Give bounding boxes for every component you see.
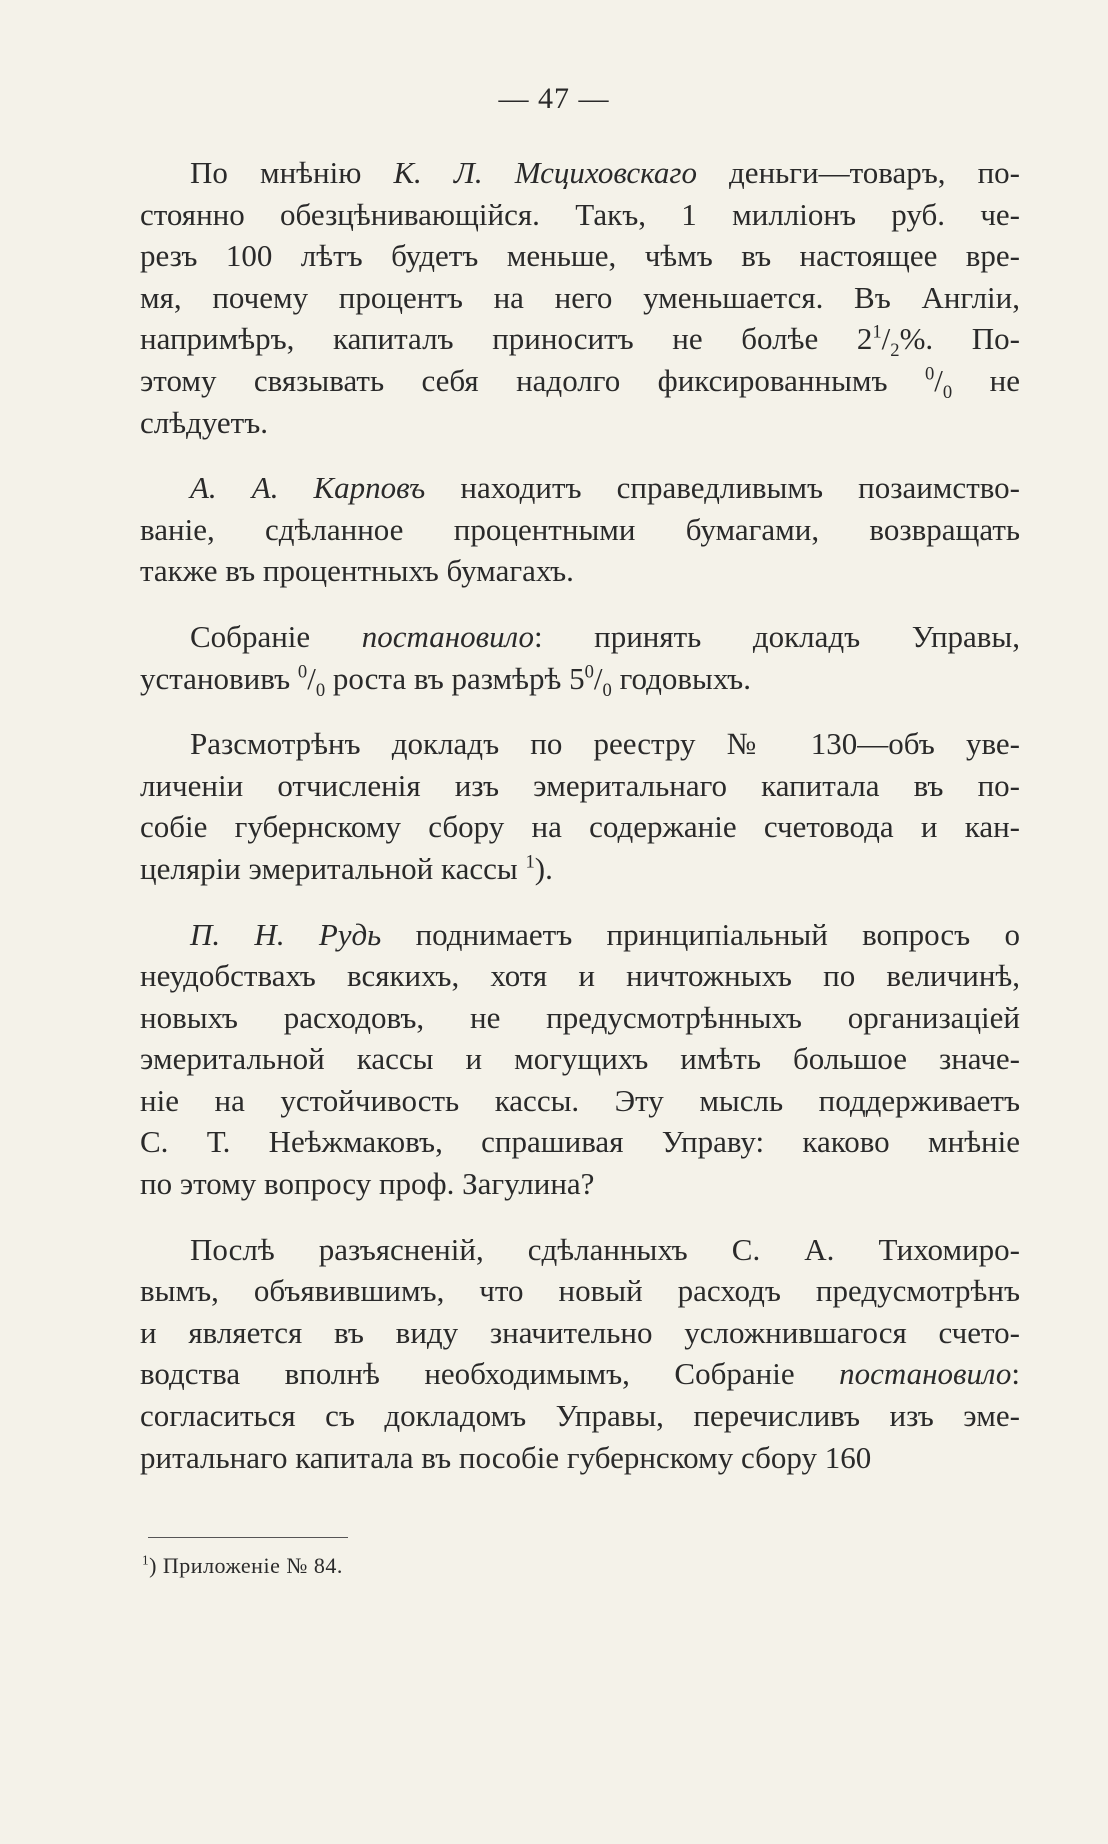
text-run: вымъ, объявившимъ, что новый расходъ предусмотрѣнъ xyxy=(140,1273,1020,1309)
italic-name: К. Л. Мсциховскаго xyxy=(393,155,697,190)
text-run: также въ процентныхъ бумагахъ. xyxy=(140,553,574,589)
text-run: %. По- xyxy=(899,321,1020,357)
text-line xyxy=(140,318,1020,360)
text-run: / xyxy=(881,321,891,357)
footnote-divider xyxy=(148,1537,348,1538)
text-run: / xyxy=(934,362,943,398)
superscript: 1 xyxy=(525,851,535,873)
subscript: 0 xyxy=(315,679,326,701)
page-number: — 47 — xyxy=(498,82,610,115)
superscript: 0 xyxy=(925,363,935,385)
text-line xyxy=(140,277,1020,319)
text-run: резъ 100 лѣтъ будетъ меньше, чѣмъ въ настоящее вре- xyxy=(140,238,1020,274)
subscript: 0 xyxy=(602,679,612,701)
text-line xyxy=(140,955,1020,997)
text-run: По мнѣнію xyxy=(190,155,394,190)
text-run: Собраніе xyxy=(190,618,362,654)
text-run: этому связывать себя надолго фиксированнымъ xyxy=(140,362,925,398)
text-line xyxy=(140,1312,1020,1354)
italic-name: П. Н. Рудь xyxy=(190,916,382,952)
text-line xyxy=(140,467,1020,509)
text-run: по этому вопросу проф. Загулина? xyxy=(140,1166,595,1202)
text-run: ніе на устойчивость кассы. Эту мысль поддерживаетъ xyxy=(140,1082,1020,1118)
text-run: годовыхъ. xyxy=(611,660,751,696)
italic-name: постановило xyxy=(839,1356,1012,1392)
superscript: 0 xyxy=(297,661,308,683)
superscript: 0 xyxy=(584,661,594,683)
text-run: напримѣръ, капиталъ приноситъ не болѣе 2 xyxy=(140,321,873,357)
text-line xyxy=(140,235,1020,277)
text-run: ваніе, сдѣланное процентными бумагами, возвращать xyxy=(140,511,1020,547)
text-run: Послѣ разъясненій, сдѣланныхъ С. А. Тихомиро- xyxy=(190,1231,1020,1267)
text-line xyxy=(140,402,1020,444)
paragraph xyxy=(140,467,1020,592)
text-line xyxy=(140,616,1020,658)
text-line xyxy=(140,1163,1020,1205)
text-line xyxy=(140,848,1020,890)
text-line xyxy=(140,723,1020,765)
text-run: : xyxy=(1011,1356,1020,1392)
text-run: не xyxy=(952,362,1020,398)
text-run: : принять докладъ Управы, xyxy=(533,618,1021,654)
text-line xyxy=(140,1121,1020,1163)
text-line xyxy=(140,1229,1020,1271)
text-run: собіе губернскому сбору на содержаніе счетовода и кан- xyxy=(140,809,1020,845)
text-line xyxy=(140,509,1020,551)
text-line xyxy=(140,194,1020,236)
text-run: / xyxy=(593,660,603,696)
text-run: деньги—товаръ, по- xyxy=(696,155,1020,190)
paragraph xyxy=(140,723,1020,889)
text-line xyxy=(140,806,1020,848)
italic-name: постановило xyxy=(361,618,534,654)
text-run: / xyxy=(307,660,316,696)
italic-name: А. А. Карповъ xyxy=(190,470,426,506)
text-line xyxy=(140,1353,1020,1395)
text-line xyxy=(140,997,1020,1039)
text-run: С. Т. Неѣжмаковъ, спрашивая Управу: каково мнѣніе xyxy=(140,1124,1020,1160)
text-line xyxy=(140,360,1020,402)
paragraph xyxy=(140,914,1020,1205)
text-run: неудобствахъ всякихъ, хотя и ничтожныхъ по величинѣ, xyxy=(140,958,1020,994)
text-line xyxy=(140,1395,1020,1437)
text-run: ). xyxy=(534,850,553,886)
footnote xyxy=(142,1553,343,1579)
text-run: целяріи эмеритальной кассы xyxy=(140,850,526,886)
subscript: 0 xyxy=(942,382,953,404)
text-line xyxy=(140,152,1020,194)
text-run: ритальнаго капитала въ пособіе губернскому сбору 160 xyxy=(140,1439,872,1475)
text-run: Разсмотрѣнъ докладъ по реестру № 130—объ уве- xyxy=(190,726,1020,762)
body-text xyxy=(140,152,1020,1478)
text-run: согласиться съ докладомъ Управы, перечисливъ изъ эме- xyxy=(140,1398,1020,1434)
text-line xyxy=(140,914,1020,956)
paragraph xyxy=(140,152,1020,443)
text-line xyxy=(140,1437,1020,1479)
text-run: и является въ виду значительно усложнившагося счето- xyxy=(140,1314,1020,1350)
superscript: 1 xyxy=(872,322,882,344)
text-run: поднимаетъ принципіальный вопросъ о xyxy=(381,916,1021,952)
footnote-marker: 1 xyxy=(142,1552,150,1568)
text-line xyxy=(140,550,1020,592)
text-run: находитъ справедливымъ позаимство- xyxy=(425,470,1020,506)
paragraph xyxy=(140,616,1020,699)
footnote-text: ) Приложеніе № 84. xyxy=(149,1553,343,1578)
text-line xyxy=(140,1080,1020,1122)
text-line xyxy=(140,765,1020,807)
text-run: эмеритальной кассы и могущихъ имѣть большое значе- xyxy=(140,1041,1020,1077)
text-line xyxy=(140,658,1020,700)
text-run: мя, почему процентъ на него уменьшается. Въ Англіи, xyxy=(140,279,1020,315)
text-run: слѣдуетъ. xyxy=(140,404,269,440)
text-run: личеніи отчисленія изъ эмеритальнаго капитала въ по- xyxy=(140,767,1020,803)
subscript: 2 xyxy=(890,340,900,362)
paragraph xyxy=(140,1229,1020,1479)
text-line xyxy=(140,1270,1020,1312)
text-line xyxy=(140,1038,1020,1080)
text-run: стоянно обезцѣнивающійся. Такъ, 1 милліонъ руб. че- xyxy=(140,196,1020,232)
text-run: новыхъ расходовъ, не предусмотрѣнныхъ организаціей xyxy=(140,999,1020,1035)
text-run: роста въ размѣрѣ 5 xyxy=(325,660,585,696)
text-run: установивъ xyxy=(140,660,298,696)
text-run: водства вполнѣ необходимымъ, Собраніе xyxy=(140,1356,840,1392)
